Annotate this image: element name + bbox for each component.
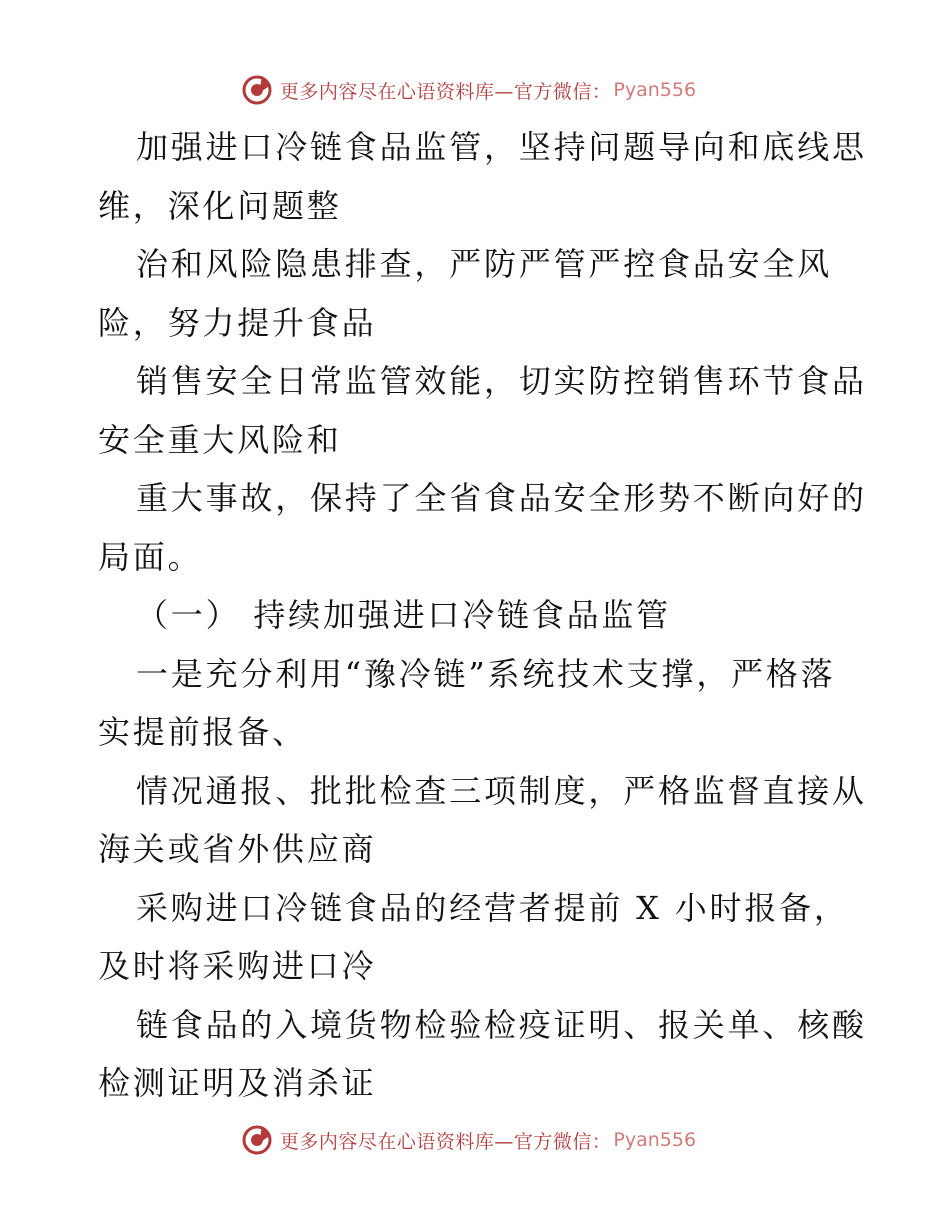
paragraph-9-line-2: 检测证明及消杀证 bbox=[98, 1064, 377, 1102]
paragraph-2-line-1: 治和风险隐患排查，严防严管严控食品安全风 bbox=[136, 245, 833, 283]
paragraph-6-line-2: 实提前报备、 bbox=[98, 713, 307, 751]
watermark-handle: Pyan556 bbox=[613, 1129, 697, 1151]
watermark-footer bbox=[0, 1120, 950, 1160]
paragraph-1-line-2: 维，深化问题整 bbox=[98, 186, 342, 225]
paragraph-3-line-2: 安全重大风险和 bbox=[98, 420, 342, 459]
document-body bbox=[98, 118, 867, 1113]
paragraph-8-line-2: 及时将采购进口冷 bbox=[98, 947, 377, 985]
watermark-text: 更多内容尽在心语资料库—官方微信： bbox=[279, 80, 612, 103]
watermark-header bbox=[0, 70, 950, 110]
paragraph-8-line-1: 采购进口冷链食品的经营者提前 X 小时报备， bbox=[136, 888, 849, 927]
paragraph-2-line-2: 险，努力提升食品 bbox=[98, 303, 377, 342]
paragraph-1-line-1: 加强进口冷链食品监管，坚持问题导向和底线思 bbox=[136, 128, 867, 166]
watermark-handle: Pyan556 bbox=[613, 79, 697, 101]
paragraph-3-line-1: 销售安全日常监管效能，切实防控销售环节食品 bbox=[136, 362, 867, 400]
paragraph-7-line-1: 情况通报、批批检查三项制度，严格监督直接从 bbox=[136, 771, 867, 810]
paragraph-4-line-2: 局面。 bbox=[98, 537, 203, 576]
paragraph-4-line-1: 重大事故，保持了全省食品安全形势不断向好的 bbox=[136, 479, 867, 517]
paragraph-7-line-2: 海关或省外供应商 bbox=[98, 830, 377, 868]
paragraph-9-line-1: 链食品的入境货物检验检疫证明、报关单、核酸 bbox=[136, 1005, 867, 1044]
logo-icon bbox=[240, 1123, 274, 1157]
watermark-text: 更多内容尽在心语资料库—官方微信： bbox=[279, 1130, 612, 1153]
section-heading: （一） 持续加强进口冷链食品监管 bbox=[136, 596, 671, 634]
paragraph-6-line-1: 一是充分利用“豫冷链”系统技术支撑，严格落 bbox=[136, 654, 836, 693]
logo-icon bbox=[240, 73, 274, 107]
